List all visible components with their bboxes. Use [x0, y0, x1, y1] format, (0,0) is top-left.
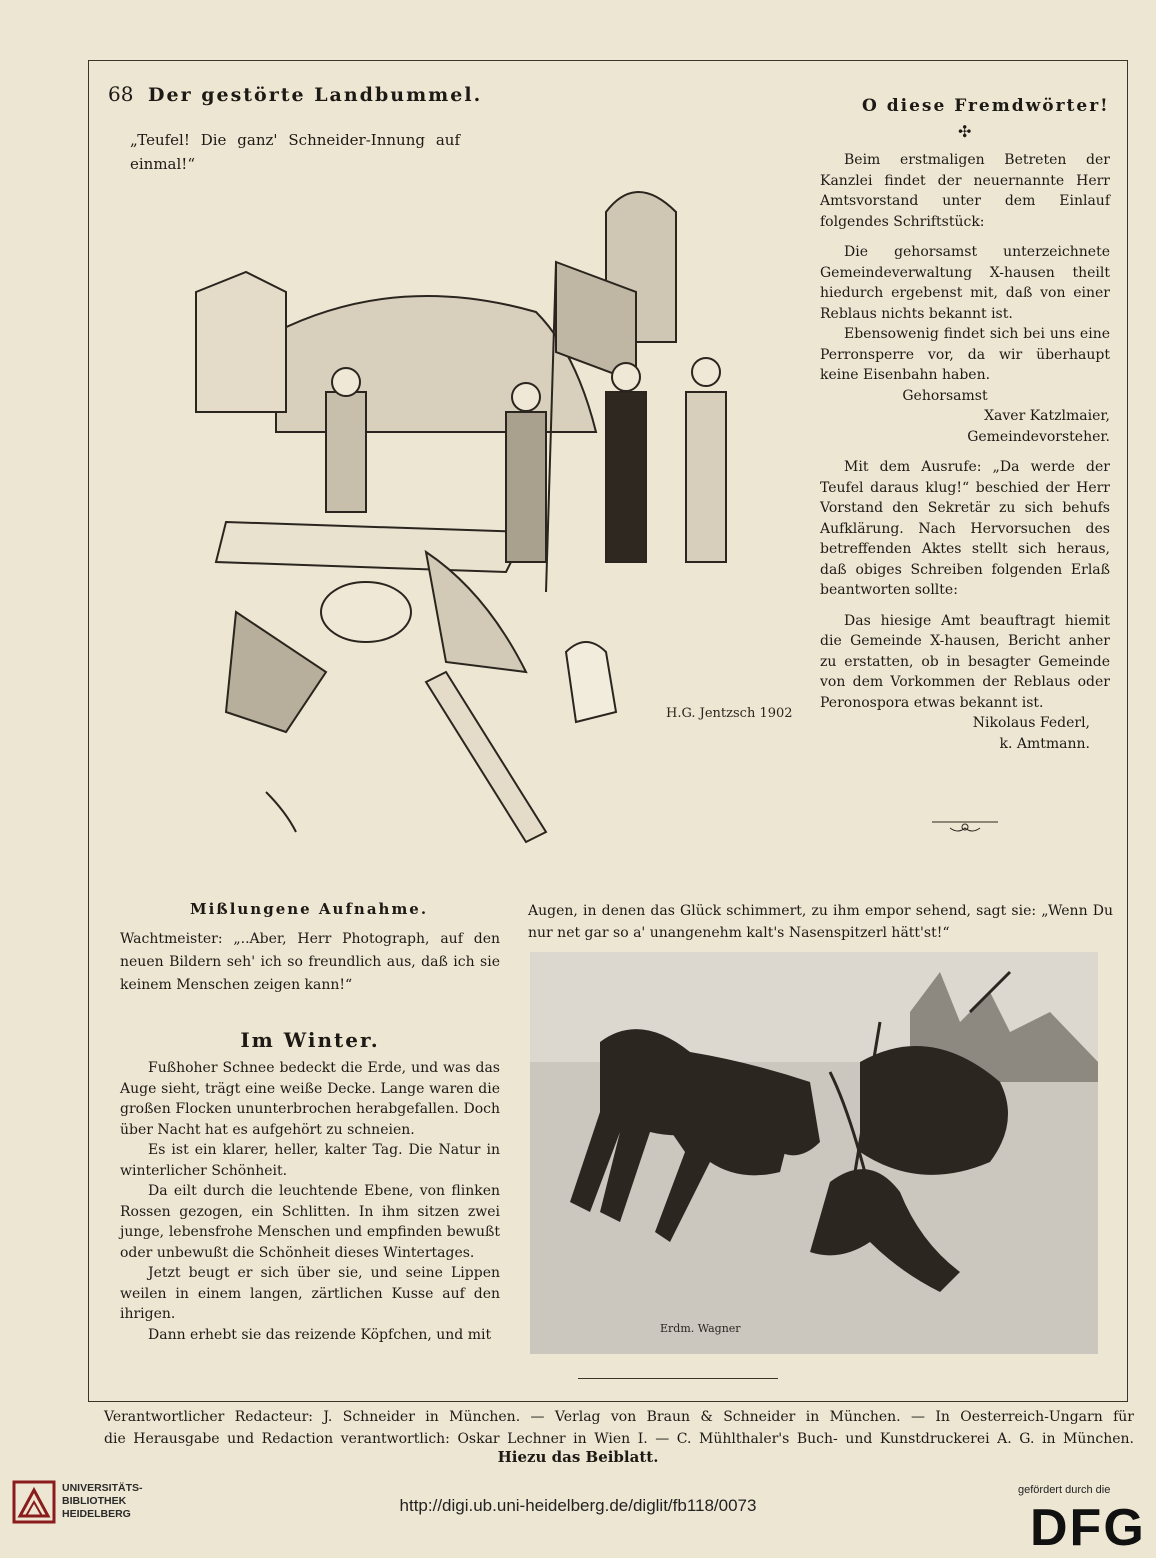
paragraph: Die gehorsamst unterzeichnete Gemeindeverwaltung X-hausen theilt hiedurch ergebenst mit, daß von einer Reblaus nichts bekannt ist. — [820, 244, 1110, 322]
article-title-winter: Im Winter. — [240, 1028, 380, 1052]
paragraph: Beim erstmaligen Betreten der Kanzlei findet der neuernannte Herr Amtsvorstand unter dem Einlauf folgendes Schriftstück: — [820, 152, 1110, 230]
ornament-icon: ✣ — [958, 122, 972, 141]
signature-name: Xaver Katzlmaier, — [984, 408, 1110, 424]
paragraph: Gehorsamst — [902, 387, 988, 404]
photo-signature: Erdm. Wagner — [660, 1322, 741, 1335]
aufnahme-text: Wachtmeister: „..Aber, Herr Photograph, auf den neuen Bildern seh' ich so freundlich aus, daß ich sie keinem Menschen zeigen kann!“ — [120, 931, 500, 993]
paragraph: Dann erhebt sie das reizende Köpfchen, und mit — [148, 1326, 492, 1343]
winter-continuation: Augen, in denen das Glück schimmert, zu ihm empor sehend, sagt sie: „Wenn Du nur net gar so a' unangenehm kalt's Nasenspitzerl hätt'st!“ — [528, 903, 1113, 941]
imprint-line-1: Verantwortlicher Redacteur: J. Schneider in München. — Verlag von Braun & Schneider in München. — In Oesterreich-Ungarn für — [104, 1409, 1134, 1425]
funding-note: gefördert durch die — [1018, 1484, 1111, 1496]
cartoon-illustration — [126, 92, 816, 852]
footer-rule — [578, 1378, 778, 1379]
imprint-line-2: die Herausgabe und Redaction verantwortlich: Oskar Lechner in Wien I. — C. Mühlthaler's Buch- und Kunstdruckerei A. G. in München. — [104, 1431, 1134, 1447]
source-url-link[interactable]: http://digi.ub.uni-heidelberg.de/diglit/fb118/0073 — [399, 1496, 757, 1515]
artist-signature: H.G. Jentzsch 1902 — [666, 706, 793, 721]
winter-text — [120, 1058, 500, 1345]
paragraph: Da eilt durch die leuchtende Ebene, von flinken Rossen gezogen, ein Schlitten. In ihm sitzen zwei junge, lebensfrohe Menschen und empfinden bewußt oder unbewußt die Schönheit dieses Wintertages. — [120, 1183, 500, 1261]
paragraph: Jetzt beugt er sich über sie, und seine Lippen weilen in einem langen, zärtlichen Kusse auf den ihrigen. — [120, 1265, 500, 1322]
section-divider — [930, 816, 1000, 836]
library-name: UNIVERSITÄTS- BIBLIOTHEK HEIDELBERG — [62, 1482, 143, 1520]
paragraph: Fußhoher Schnee bedeckt die Erde, und was das Auge sieht, trägt eine weiße Decke. Lange waren die großen Flocken ununterbrochen herabgefallen. Doch über Nacht hat es aufgehört zu schneien. — [120, 1060, 500, 1138]
paragraph: Mit dem Ausrufe: „Da werde der Teufel daraus klug!“ beschied der Herr Vorstand den Sekretär zu sich behufs Aufklärung. Nach Hervorsuchen des betreffenden Aktes stellt sich heraus, daß obiges Schreiben folgenden Erlaß beantworten sollte: — [820, 459, 1110, 598]
signature-title: k. Amtmann. — [999, 735, 1090, 752]
footer-imprint — [104, 1406, 1134, 1450]
article-title-landbummel: Der gestörte Landbummel. — [148, 84, 483, 106]
signature-title: Gemeindevorsteher. — [967, 428, 1110, 445]
page-number: 68 — [108, 82, 134, 106]
paragraph: Es ist ein klarer, heller, kalter Tag. Die Natur in winterlicher Schönheit. — [120, 1142, 500, 1179]
signature-name: Nikolaus Federl, — [972, 715, 1090, 731]
article-title-fremdwoerter: O diese Fremdwörter! — [862, 96, 1110, 116]
sleigh-photo — [530, 952, 1098, 1354]
beiblatt-note: Hiezu das Beiblatt. — [497, 1448, 659, 1466]
article-title-aufnahme: Mißlungene Aufnahme. — [190, 900, 429, 918]
dfg-logo: DFG — [1030, 1499, 1146, 1557]
fremdwoerter-text — [820, 150, 1110, 754]
cartoon-caption: „Teufel! Die ganz' Schneider-Innung auf einmal!“ — [130, 131, 460, 173]
paragraph: Das hiesige Amt beauftragt hiemit die Gemeinde X-hausen, Bericht anher zu erstatten, ob in besagter Gemeinde von dem Vorkommen der Reblaus oder Peronospora etwas bekannt ist. — [820, 612, 1110, 711]
paragraph: Ebensowenig findet sich bei uns eine Perronsperre vor, da wir überhaupt keine Eisenbahn haben. — [820, 326, 1110, 383]
